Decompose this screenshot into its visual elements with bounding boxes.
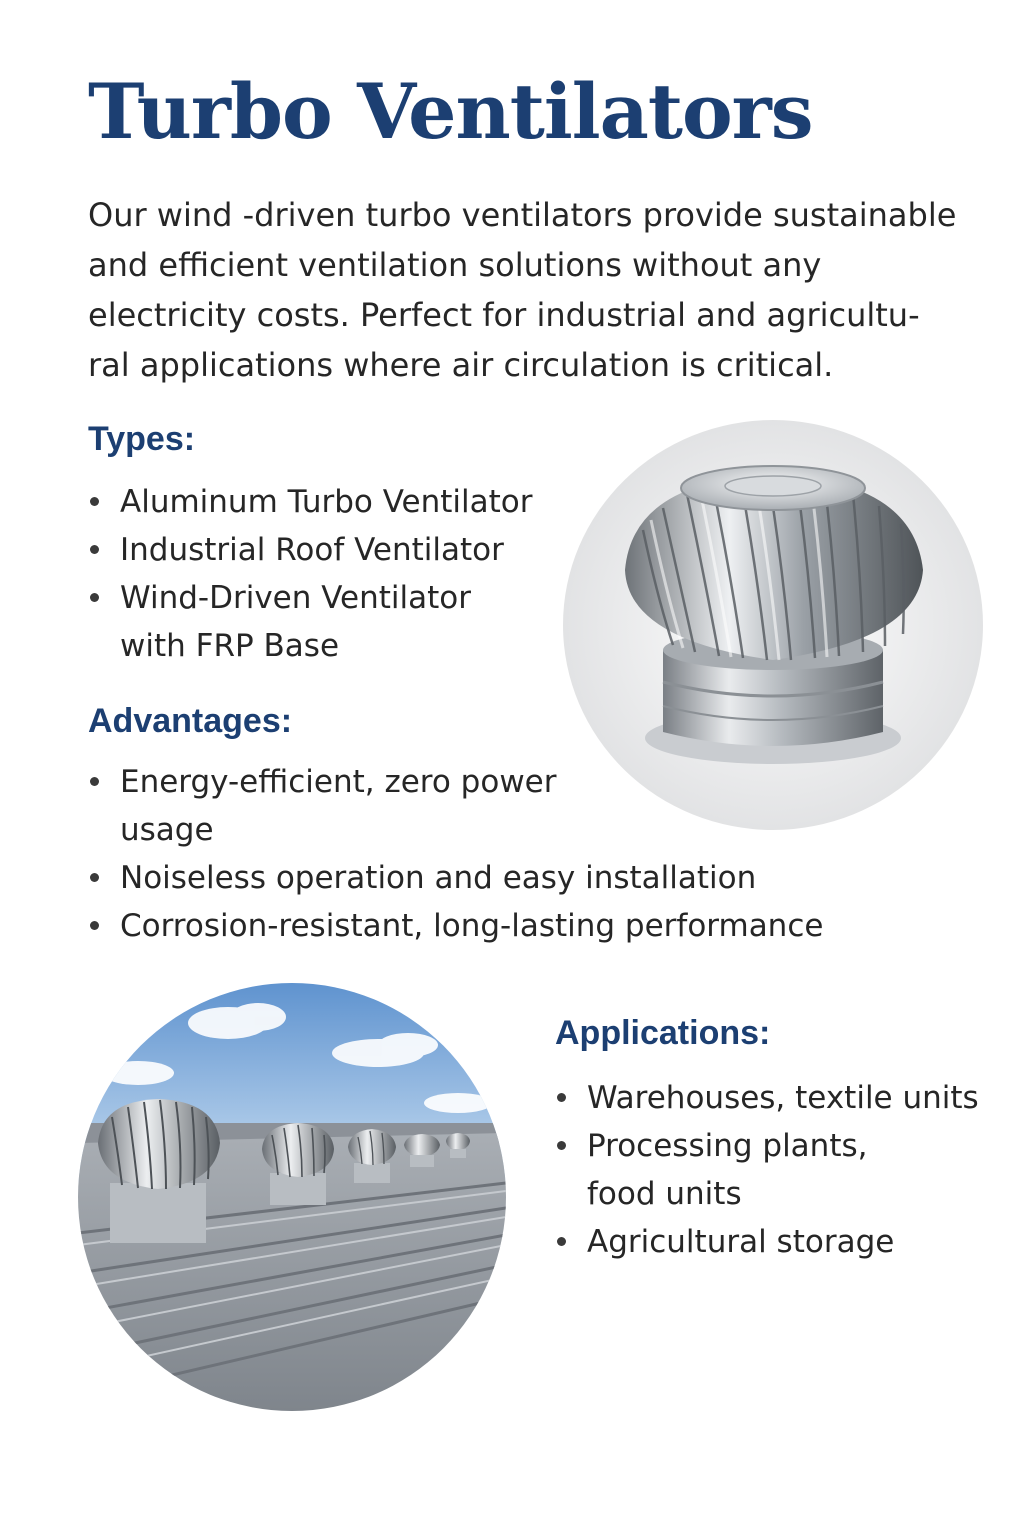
advantages-item: Corrosion-resistant, long-lasting performance [88,902,888,950]
bullet-icon [557,1141,566,1150]
bullet-icon [557,1093,566,1102]
bullet-icon [557,1237,566,1246]
turbo-ventilator-product-image [563,420,983,830]
types-heading: Types: [88,420,196,458]
bullet-icon [90,593,99,602]
advantages-item: Noiseless operation and easy installation [88,854,888,902]
page-title: Turbo Ventilators [88,67,813,156]
bullet-icon [90,873,99,882]
types-list [88,478,588,670]
types-item: Aluminum Turbo Ventilator [88,478,588,526]
bullet-icon [90,921,99,930]
rooftop-illustration [78,983,506,1411]
applications-heading: Applications: [555,1014,771,1052]
bullet-icon [90,545,99,554]
advantages-heading: Advantages: [88,702,293,740]
advantages-item: Energy-efficient, zero power usage [88,758,888,854]
turbo-ventilator-illustration [563,420,983,830]
bullet-icon [90,497,99,506]
applications-list [555,1074,995,1266]
applications-item: Agricultural storage [555,1218,995,1266]
types-item: Wind-Driven Ventilator with FRP Base [88,574,588,670]
types-item: Industrial Roof Ventilator [88,526,588,574]
applications-item: Processing plants, food units [555,1122,995,1218]
bullet-icon [90,777,99,786]
intro-paragraph: Our wind -driven turbo ventilators provide sustainable and efficient ventilation solutions without any electricity costs. Perfect for industrial and agricultu- ral applications where air circulation is critical. [88,196,957,384]
applications-item: Warehouses, textile units [555,1074,995,1122]
rooftop-ventilators-image [78,983,506,1411]
